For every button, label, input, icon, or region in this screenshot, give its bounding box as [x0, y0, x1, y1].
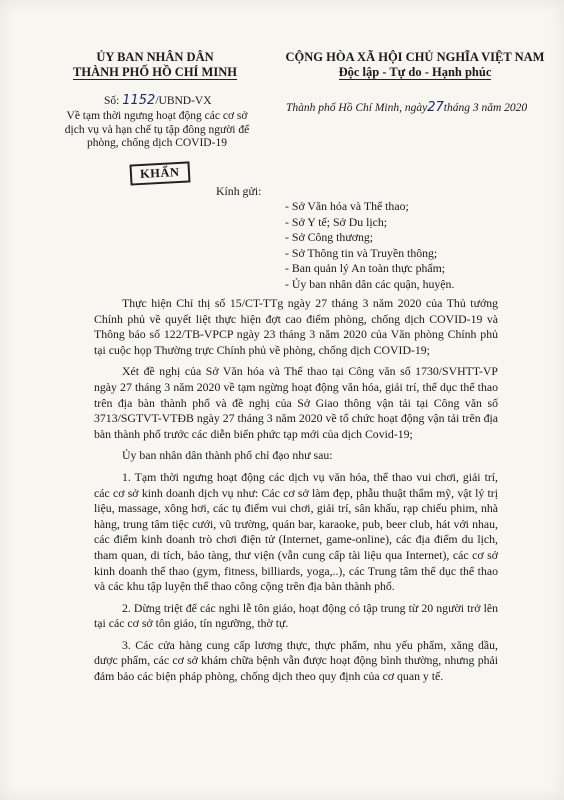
date-prefix: Thành phố Hồ Chí Minh, ngày [286, 102, 428, 114]
number-suffix: /UBND-VX [155, 95, 212, 107]
national-title: CỘNG HÒA XÃ HỘI CHỦ NGHĨA VIỆT NAM [285, 50, 545, 64]
recipients-list [285, 199, 454, 293]
issuer-line2 [60, 65, 250, 80]
date-line [286, 100, 561, 115]
date-day-handwritten: 27 [427, 100, 444, 115]
subject-line-3: phòng, chống dịch COVID-19 [87, 137, 227, 149]
date-suffix: tháng 3 năm 2020 [443, 102, 528, 114]
document-number [104, 94, 264, 109]
national-title-block [270, 50, 560, 80]
motto-text: Độc lập - Tự do - Hạnh phúc [338, 65, 492, 79]
recipient-item: - Sở Thông tin và Truyền thông; [285, 245, 438, 260]
recipients-label: Kính gửi: [216, 184, 262, 198]
issuer-line1: ỦY BAN NHÂN DÂN [96, 50, 214, 64]
motto [270, 65, 560, 80]
recipient-item: - Ủy ban nhân dân các quận, huyện. [285, 276, 455, 291]
subject-line-2: dịch vụ và hạn chế tụ tập đông người để [64, 123, 250, 136]
recipient-item: - Ban quản lý An toàn thực phẩm; [285, 261, 446, 276]
body-paragraph-1: Thực hiện Chỉ thị số 15/CT-TTg ngày 27 tháng 3 năm 2020 của Thủ tướng Chính phủ về quyết liệt thực hiện đợt cao điểm phòng, chống dịch COVID-19 và Thông báo số 122/TB-VPCP ngày 23 tháng 3 năm 2020 của Văn phòng Chính phủ tại cuộc họp Thường trực Chính phủ về phòng, chống dịch COVID-19; [94, 296, 498, 357]
recipient-item: - Sở Công thương; [285, 230, 374, 245]
issuer-block [60, 50, 250, 80]
body-paragraph-2: Xét đề nghị của Sở Văn hóa và Thể thao tại Công văn số 1730/SVHTT-VP ngày 27 tháng 3 năm 2020 về tạm ngừng hoạt động văn hóa, giải trí, thể dục thể thao trên địa bàn thành phố và đề nghị của Sở Giao thông vận tải tại Công văn số 3713/SGTVT-VTĐB ngày 27 tháng 3 năm 2020 về tổ chức hoạt động vận tải trên địa bàn thành phố trước các diễn biến phức tạp mới của dịch Covid-19; [94, 364, 498, 441]
number-prefix: Số: [104, 95, 120, 107]
recipient-item: - Sở Văn hóa và Thể thao; [285, 199, 409, 213]
issuer-line2-text: THÀNH PHỐ HỒ CHÍ MINH [73, 65, 237, 79]
document-body [94, 296, 498, 691]
subject-line-1: Về tạm thời ngưng hoạt động các cơ sở [66, 110, 248, 122]
body-paragraph-3: Ủy ban nhân dân thành phố chỉ đạo như sau: [122, 448, 333, 463]
recipient-item: - Sở Y tế; Sở Du lịch; [285, 214, 388, 229]
subject-block [52, 110, 262, 151]
body-paragraph-6: 3. Các cửa hàng cung cấp lương thực, thực phẩm, nhu yếu phẩm, xăng dầu, dược phẩm, các cơ sở khám chữa bệnh vẫn được hoạt động bình thường, nhưng phải đảm bảo các biện pháp phòng, chống dịch theo quy định của cơ quan y tế. [94, 637, 498, 684]
body-paragraph-5: 2. Dừng triệt để các nghi lễ tôn giáo, hoạt động có tập trung từ 20 người trở lên tại các cơ sở tôn giáo, tín ngưỡng, thờ tự. [94, 600, 498, 631]
body-paragraph-4: 1. Tạm thời ngưng hoạt động các dịch vụ văn hóa, thể thao vui chơi, giải trí, các cơ sở kinh doanh dịch vụ như: Các cơ sở làm đẹp, phẫu thuật thẩm mỹ, vật lý trị liệu, massage, xông hơi, các tụ điểm vui chơi, giải trí, sân khấu, rạp chiếu phim, nhà hàng, trung tâm tiệc cưới, vũ trường, quán bar, karaoke, pub, beer club, hát với nhau, các điểm kinh doanh trò chơi điện tử (Internet, game-online), các địa điểm du lịch, tham quan, di tích, bảo tàng, thư viện (vẫn cung cấp tài liệu qua Internet), các cơ sở kinh doanh thể thao (gym, fitness, billiards, yoga,..), các Trung tâm thể dục thể thao và các khu tập luyện thể thao công cộng trên địa bàn thành phố. [94, 469, 498, 594]
urgent-stamp: KHẨN [129, 161, 190, 185]
number-value-handwritten: 1152 [122, 93, 156, 108]
